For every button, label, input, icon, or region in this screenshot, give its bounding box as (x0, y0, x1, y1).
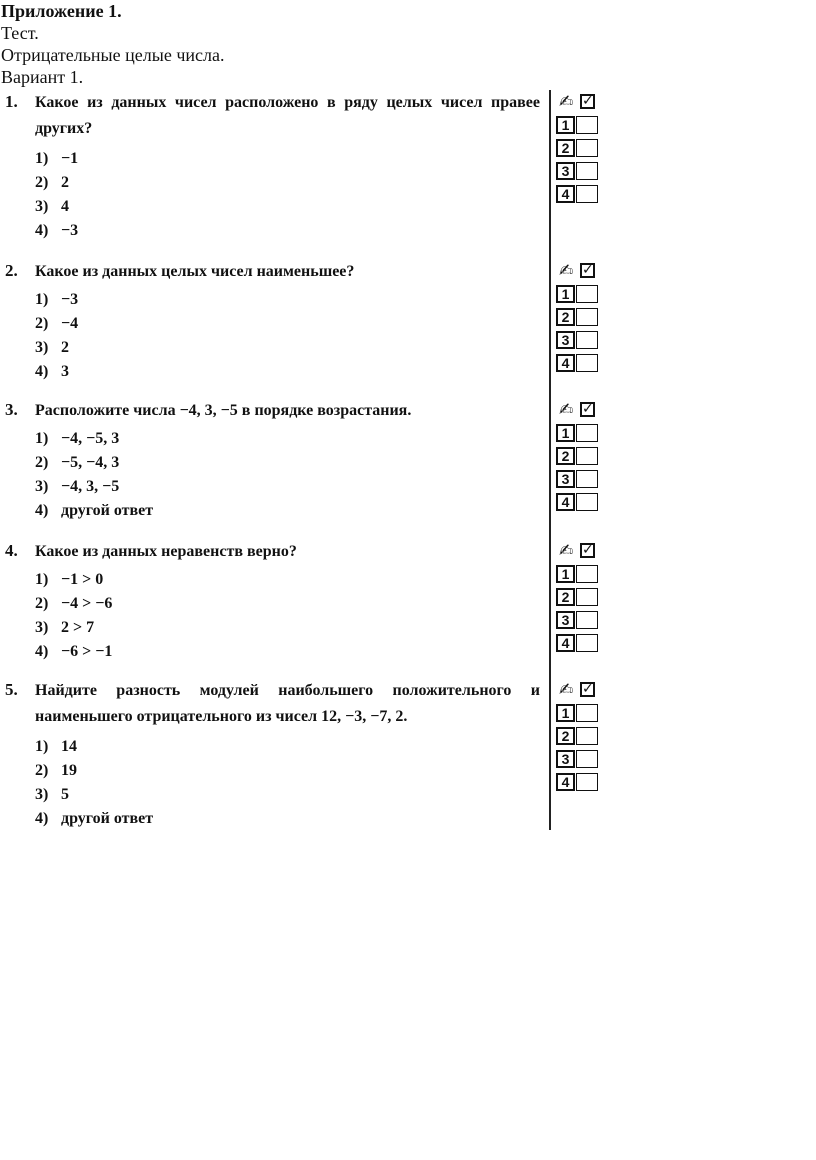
question-number: 1. (5, 92, 18, 111)
option-number: 4) (35, 363, 49, 380)
answer-checkbox[interactable] (576, 116, 598, 134)
answer-grid (556, 681, 606, 794)
option-number: 3) (35, 198, 49, 215)
answer-number-box: 3 (556, 162, 575, 180)
answer-checkbox[interactable] (576, 773, 598, 791)
answer-number-box: 1 (556, 704, 575, 722)
answer-row (556, 632, 606, 655)
answer-checkbox[interactable] (576, 285, 598, 303)
pencil-icon: ✍ (559, 680, 574, 700)
answer-row (556, 702, 606, 725)
answer-grid-header (556, 93, 606, 114)
option-text: −4, 3, −5 (61, 478, 120, 495)
answer-options (35, 735, 153, 831)
question-text: Какое из данных неравенств верно? (35, 543, 297, 560)
option-text: 3 (61, 363, 69, 380)
option-number: 4) (35, 643, 49, 660)
answer-row (556, 586, 606, 609)
checkbox-checked-icon: ✓ (582, 93, 594, 109)
answer-checkbox[interactable] (576, 634, 598, 652)
option-text: −5, −4, 3 (61, 454, 120, 471)
option-number: 1) (35, 571, 49, 588)
answer-checkbox[interactable] (576, 493, 598, 511)
answer-number-box: 4 (556, 493, 575, 511)
answer-checkbox[interactable] (576, 331, 598, 349)
question-3 (0, 398, 610, 527)
answer-row (556, 609, 606, 632)
answer-number-box: 3 (556, 611, 575, 629)
option-text: −6 > −1 (61, 643, 113, 660)
option-text: −4, −5, 3 (61, 430, 120, 447)
option-number: 4) (35, 810, 49, 827)
answer-options (35, 288, 78, 384)
option-number: 2) (35, 174, 49, 191)
option-number: 4) (35, 222, 49, 239)
answer-number-box: 4 (556, 634, 575, 652)
variant-label: Вариант 1. (1, 67, 84, 87)
answer-row (556, 306, 606, 329)
pencil-icon: ✍ (559, 92, 574, 112)
answer-grid (556, 542, 606, 655)
answer-row (556, 445, 606, 468)
topic-label: Отрицательные целые числа. (1, 45, 225, 65)
option-text: 4 (61, 198, 69, 215)
answer-row (556, 491, 606, 514)
option-number: 3) (35, 619, 49, 636)
answer-row (556, 352, 606, 375)
question-number: 4. (5, 541, 18, 560)
option-text: 19 (61, 762, 77, 779)
answer-option (35, 499, 153, 523)
answer-grid (556, 262, 606, 375)
answer-checkbox[interactable] (576, 354, 598, 372)
answer-row (556, 114, 606, 137)
answer-option (35, 807, 153, 831)
question-number: 5. (5, 680, 18, 699)
answer-options (35, 427, 153, 523)
option-text: −3 (61, 222, 79, 239)
answer-option (35, 312, 78, 336)
question-4 (0, 539, 610, 668)
answer-option (35, 616, 112, 640)
option-text: −1 (61, 150, 79, 167)
answer-row (556, 563, 606, 586)
answer-grid (556, 93, 606, 206)
answer-option (35, 147, 78, 171)
answer-number-box: 1 (556, 285, 575, 303)
answer-option (35, 360, 78, 384)
answer-row (556, 283, 606, 306)
checkbox-checked-icon: ✓ (582, 681, 594, 697)
answer-option (35, 475, 153, 499)
answer-option (35, 427, 153, 451)
pencil-icon: ✍ (559, 400, 574, 420)
pencil-icon: ✍ (559, 261, 574, 281)
answer-option (35, 171, 78, 195)
answer-grid-header (556, 542, 606, 563)
answer-number-box: 3 (556, 470, 575, 488)
question-number: 2. (5, 261, 18, 280)
answer-grid-header (556, 681, 606, 702)
option-number: 3) (35, 478, 49, 495)
answer-checkbox[interactable] (576, 139, 598, 157)
option-text: 2 > 7 (61, 619, 95, 636)
answer-row (556, 771, 606, 794)
option-text: 14 (61, 738, 77, 755)
answer-option (35, 735, 153, 759)
answer-grid-header (556, 262, 606, 283)
answer-option (35, 336, 78, 360)
option-number: 3) (35, 786, 49, 803)
option-text: другой ответ (61, 502, 154, 519)
answer-checkbox[interactable] (576, 185, 598, 203)
answer-row (556, 748, 606, 771)
answer-option (35, 592, 112, 616)
question-5 (0, 678, 610, 835)
answer-option (35, 219, 78, 243)
answer-row (556, 422, 606, 445)
checkbox-checked-icon: ✓ (582, 542, 594, 558)
option-number: 2) (35, 595, 49, 612)
option-number: 1) (35, 150, 49, 167)
option-number: 2) (35, 454, 49, 471)
option-number: 1) (35, 291, 49, 308)
answer-row (556, 725, 606, 748)
option-number: 4) (35, 502, 49, 519)
option-text: −4 > −6 (61, 595, 113, 612)
pencil-icon: ✍ (559, 541, 574, 561)
answer-checkbox[interactable] (576, 447, 598, 465)
answer-row (556, 183, 606, 206)
test-label: Тест. (1, 23, 39, 43)
answer-checkbox[interactable] (576, 424, 598, 442)
option-text: 5 (61, 786, 69, 803)
answer-checkbox[interactable] (576, 750, 598, 768)
answer-number-box: 1 (556, 424, 575, 442)
answer-option (35, 568, 112, 592)
answer-number-box: 2 (556, 139, 575, 157)
question-text: Какое из данных целых чисел наименьшее? (35, 263, 355, 280)
question-1 (0, 90, 610, 247)
answer-checkbox[interactable] (576, 162, 598, 180)
answer-grid (556, 401, 606, 514)
page-header (1, 0, 224, 88)
answer-row (556, 160, 606, 183)
answer-row (556, 329, 606, 352)
answer-number-box: 3 (556, 331, 575, 349)
answer-number-box: 1 (556, 116, 575, 134)
answer-number-box: 1 (556, 565, 575, 583)
checkbox-checked-icon: ✓ (582, 262, 594, 278)
answer-number-box: 2 (556, 588, 575, 606)
answer-checkbox[interactable] (576, 470, 598, 488)
answer-number-box: 2 (556, 308, 575, 326)
answer-checkbox[interactable] (576, 588, 598, 606)
answer-checkbox[interactable] (576, 704, 598, 722)
appendix-title: Приложение 1. (1, 1, 122, 21)
option-text: 2 (61, 339, 69, 356)
question-2 (0, 259, 610, 388)
option-number: 2) (35, 315, 49, 332)
answer-option (35, 640, 112, 664)
option-text: −1 > 0 (61, 571, 104, 588)
answer-number-box: 4 (556, 773, 575, 791)
answer-number-box: 4 (556, 185, 575, 203)
answer-number-box: 4 (556, 354, 575, 372)
option-number: 2) (35, 762, 49, 779)
answer-number-box: 2 (556, 727, 575, 745)
answer-row (556, 137, 606, 160)
option-number: 3) (35, 339, 49, 356)
checkbox-checked-icon: ✓ (582, 401, 594, 417)
option-text: −4 (61, 315, 79, 332)
answer-checkbox[interactable] (576, 727, 598, 745)
answer-number-box: 2 (556, 447, 575, 465)
answer-row (556, 468, 606, 491)
question-text: Найдите разность модулей наибольшего положительного и наименьшего отрицательного из чисел 12, −3, −7, 2. (35, 682, 540, 725)
option-text: −3 (61, 291, 79, 308)
option-text: другой ответ (61, 810, 154, 827)
answer-option (35, 783, 153, 807)
question-text: Расположите числа −4, 3, −5 в порядке возрастания. (35, 402, 412, 419)
option-number: 1) (35, 430, 49, 447)
answer-checkbox[interactable] (576, 308, 598, 326)
answer-option (35, 451, 153, 475)
answer-grid-header (556, 401, 606, 422)
question-text: Какое из данных чисел расположено в ряду целых чисел правее других? (35, 94, 540, 137)
answer-number-box: 3 (556, 750, 575, 768)
answer-option (35, 759, 153, 783)
answer-option (35, 288, 78, 312)
option-text: 2 (61, 174, 69, 191)
answer-option (35, 195, 78, 219)
answer-options (35, 568, 112, 664)
answer-checkbox[interactable] (576, 565, 598, 583)
option-number: 1) (35, 738, 49, 755)
answer-checkbox[interactable] (576, 611, 598, 629)
test-sheet (0, 90, 610, 830)
question-number: 3. (5, 400, 18, 419)
answer-options (35, 147, 78, 243)
